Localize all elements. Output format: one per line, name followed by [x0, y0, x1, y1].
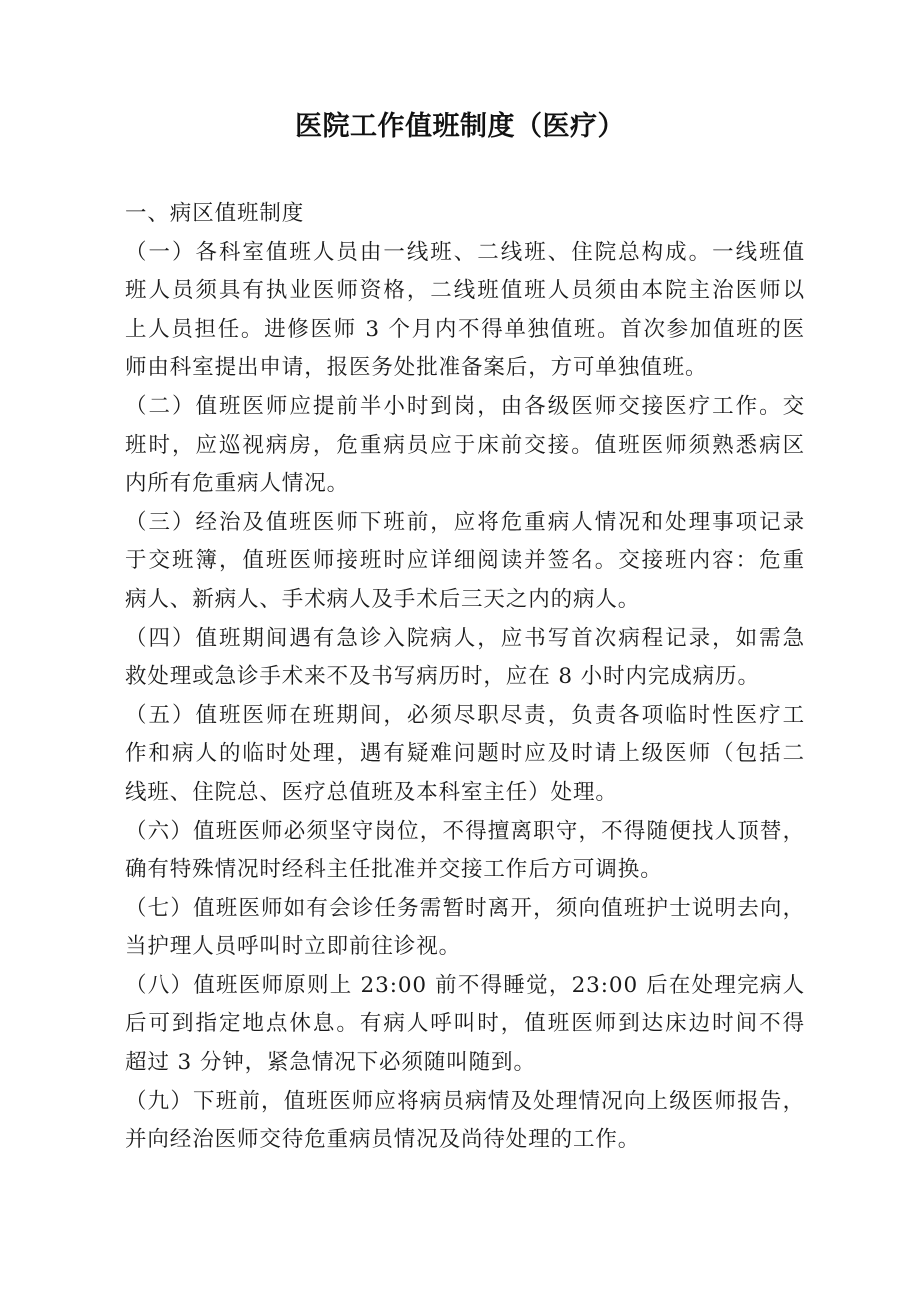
text-line: （一）各科室值班人员由一线班、二线班、住院总构成。一线班值	[125, 239, 805, 265]
text-line: 病人、新病人、手术病人及手术后三天之内的病人。	[125, 586, 641, 612]
text-line: （七）值班医师如有会诊任务需暂时离开，须向值班护士说明去向，	[125, 895, 805, 921]
text-line: （六）值班医师必须坚守岗位，不得擅离职守，不得随便找人顶替，	[125, 818, 805, 844]
text-line: 确有特殊情况时经科主任批准并交接工作后方可调换。	[125, 857, 663, 883]
text-line: （五）值班医师在班期间，必须尽职尽责，负责各项临时性医疗工	[125, 702, 805, 728]
text-line: 并向经治医师交待危重病员情况及尚待处理的工作。	[125, 1127, 641, 1153]
text-line: 于交班簿，值班医师接班时应详细阅读并签名。交接班内容：危重	[125, 548, 805, 574]
text-line: 上人员担任。进修医师 3 个月内不得单独值班。首次参加值班的医	[125, 316, 805, 342]
text-line: 一、病区值班制度	[125, 201, 305, 226]
text-line: 班人员须具有执业医师资格，二线班值班人员须由本院主治医师以	[125, 278, 805, 304]
text-line: 内所有危重病人情况。	[125, 471, 350, 497]
text-line: （九）下班前，值班医师应将病员病情及处理情况向上级医师报告，	[125, 1088, 805, 1114]
text-line: 后可到指定地点休息。有病人呼叫时，值班医师到达床边时间不得	[125, 1011, 805, 1037]
text-line: （八）值班医师原则上 23:00 前不得睡觉，23:00 后在处理完病人	[125, 972, 805, 998]
text-line: 师由科室提出申请，报医务处批准备案后，方可单独值班。	[125, 355, 708, 381]
text-line: 作和病人的临时处理，遇有疑难问题时应及时请上级医师（包括二	[125, 741, 805, 767]
text-line: （三）经治及值班医师下班前，应将危重病人情况和处理事项记录	[125, 509, 805, 535]
document-body	[0, 195, 920, 1160]
text-line: 当护理人员呼叫时立即前往诊视。	[125, 934, 462, 960]
text-line: （四）值班期间遇有急诊入院病人，应书写首次病程记录，如需急	[125, 625, 805, 651]
text-line: 线班、住院总、医疗总值班及本科室主任）处理。	[125, 779, 618, 805]
text-line: 救处理或急诊手术来不及书写病历时，应在 8 小时内完成病历。	[125, 664, 760, 690]
text-line: （二）值班医师应提前半小时到岗，由各级医师交接医疗工作。交	[125, 393, 805, 419]
document-title: 医院工作值班制度（医疗）	[295, 111, 625, 142]
text-line: 班时，应巡视病房，危重病员应于床前交接。值班医师须熟悉病区	[125, 432, 805, 458]
text-line: 超过 3 分钟，紧急情况下必须随叫随到。	[125, 1050, 536, 1076]
